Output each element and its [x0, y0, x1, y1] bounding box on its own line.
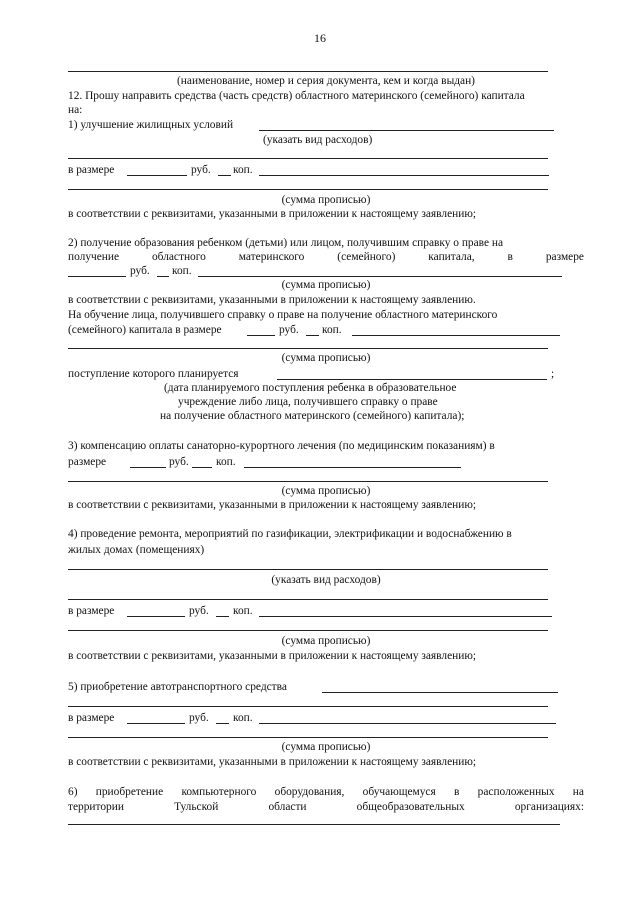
s6-word: компьютерного	[181, 786, 257, 798]
s2-requisites: в соответствии с реквизитами, указанными в приложении к настоящему заявлению.	[68, 294, 476, 306]
s4-expense-line[interactable]	[68, 599, 548, 600]
s2-sum-caption: (сумма прописью)	[281, 279, 371, 291]
s4-kop-label: коп.	[233, 605, 253, 617]
s5-vehicle-line[interactable]	[68, 706, 548, 707]
s6-word: обучающемуся	[362, 786, 436, 798]
s2-date-caption-3: на получение областного материнского (семейного) капитала);	[160, 410, 465, 422]
s2-kop-label: коп.	[172, 265, 192, 277]
s4-expense-field[interactable]	[68, 569, 548, 570]
s2-line1: 2) получение образования ребенком (детьми) или лицом, получившим справку о праве на	[68, 237, 504, 249]
s4-line2: жилых домах (помещениях)	[68, 544, 205, 556]
document-caption: (наименование, номер и серия документа, кем и когда выдан)	[177, 75, 475, 87]
s1-sum-field[interactable]	[259, 175, 549, 176]
s6-word: расположенных	[477, 786, 555, 798]
s3-kop-field[interactable]	[192, 467, 212, 468]
s4-requisites: в соответствии с реквизитами, указанными в приложении к настоящему заявлению;	[68, 650, 476, 662]
item12-line1: 12. Прошу направить средства (часть средств) областного материнского (семейного) капитала	[68, 90, 525, 102]
s5-kop-field[interactable]	[216, 723, 229, 724]
s6-line2	[68, 800, 584, 814]
s1-rub-label: руб.	[191, 164, 211, 176]
s4-sum-field[interactable]	[259, 616, 552, 617]
s6-word: области	[268, 801, 307, 813]
s6-field[interactable]	[68, 824, 560, 825]
s2-line-b1: (семейного) капитала в размере	[68, 324, 222, 336]
s2-b-kop-label: коп.	[322, 324, 342, 336]
s1-expense-line[interactable]	[68, 158, 548, 159]
s2-word: областного	[151, 251, 206, 263]
s2-b-kop-field[interactable]	[306, 335, 319, 336]
s2-word: получение	[68, 251, 120, 263]
s6-word: приобретение	[95, 786, 164, 798]
item12-line2: на:	[68, 104, 83, 116]
s6-word: общеобразовательных	[356, 801, 465, 813]
s5-label: 5) приобретение автотранспортного средства	[68, 681, 287, 693]
s3-sum-field[interactable]	[244, 467, 461, 468]
document-line	[68, 71, 548, 72]
s3-rub-label: руб.	[169, 456, 189, 468]
s2-line-a: На обучение лица, получившего справку о праве на получение областного материнского	[68, 309, 498, 321]
s4-expense-caption: (указать вид расходов)	[271, 574, 381, 586]
s6-word: на	[572, 786, 584, 798]
s2-kop-field[interactable]	[157, 276, 169, 277]
s4-amount-label: в размере	[68, 605, 115, 617]
s1-expense-field[interactable]	[259, 130, 554, 131]
s2-planned-label: поступление которого планируется	[68, 368, 239, 380]
s1-expense-caption: (указать вид расходов)	[263, 134, 373, 146]
s6-word: оборудования,	[274, 786, 345, 798]
s2-date-field[interactable]	[277, 379, 547, 380]
s4-rub-label: руб.	[189, 605, 209, 617]
s5-requisites: в соответствии с реквизитами, указанными в приложении к настоящему заявлению;	[68, 756, 476, 768]
s2-word: капитала,	[428, 251, 475, 263]
s2-date-caption-2: учреждение либо лица, получившего справку о праве	[178, 396, 438, 408]
s2-sum-field[interactable]	[198, 276, 562, 277]
s5-amount-label: в размере	[68, 712, 115, 724]
s2-rub-field[interactable]	[68, 276, 126, 277]
s2-word: в	[507, 251, 513, 263]
s5-sum-caption: (сумма прописью)	[281, 741, 371, 753]
s4-sum-caption: (сумма прописью)	[281, 635, 371, 647]
s3-rub-field[interactable]	[130, 467, 166, 468]
s2-date-caption-1: (дата планируемого поступления ребенка в образовательное	[164, 382, 457, 394]
s3-requisites: в соответствии с реквизитами, указанными в приложении к настоящему заявлению;	[68, 499, 476, 511]
s2-line2	[68, 250, 584, 264]
s1-kop-field[interactable]	[218, 175, 231, 176]
s2-b-rub-label: руб.	[279, 324, 299, 336]
s5-rub-label: руб.	[189, 712, 209, 724]
s5-vehicle-field[interactable]	[322, 692, 558, 693]
s6-word: в	[454, 786, 460, 798]
s4-kop-field[interactable]	[216, 616, 229, 617]
s3-sum-line[interactable]	[68, 481, 548, 482]
s4-sum-line[interactable]	[68, 630, 548, 631]
s5-sum-field[interactable]	[259, 723, 556, 724]
s2-planned-end: ;	[551, 368, 555, 380]
s2-b-rub-field[interactable]	[247, 335, 275, 336]
s1-rub-field[interactable]	[127, 175, 187, 176]
s3-amount-label: размере	[68, 456, 107, 468]
s5-kop-label: коп.	[233, 712, 253, 724]
s2-b-sum-field[interactable]	[352, 335, 560, 336]
s5-rub-field[interactable]	[127, 723, 185, 724]
s1-kop-label: коп.	[233, 164, 253, 176]
s1-sum-line[interactable]	[68, 189, 548, 190]
page-number: 16	[314, 31, 326, 45]
s6-word: организациях:	[514, 801, 584, 813]
s1-amount-label: в размере	[68, 164, 115, 176]
s2-word: (семейного)	[337, 251, 396, 263]
s5-sum-line[interactable]	[68, 737, 548, 738]
s2-b-sum-line[interactable]	[68, 348, 548, 349]
s4-line1: 4) проведение ремонта, мероприятий по газификации, электрификации и водоснабжению в	[68, 528, 512, 540]
s2-word: материнского	[238, 251, 305, 263]
s6-word: территории	[68, 801, 124, 813]
s2-rub-label: руб.	[130, 265, 150, 277]
s1-requisites: в соответствии с реквизитами, указанными в приложении к настоящему заявлению;	[68, 208, 476, 220]
s2-word: размере	[545, 251, 584, 263]
s6-word: Тульской	[174, 801, 219, 813]
s3-line1: 3) компенсацию оплаты санаторно-курортного лечения (по медицинским показаниям) в	[68, 440, 495, 452]
s1-label: 1) улучшение жилищных условий	[68, 119, 234, 131]
s2-sum-caption-2: (сумма прописью)	[281, 352, 371, 364]
s1-sum-caption: (сумма прописью)	[281, 194, 371, 206]
s6-line1	[68, 785, 584, 799]
s6-word: 6)	[68, 786, 78, 798]
s4-rub-field[interactable]	[127, 616, 185, 617]
s3-kop-label: коп.	[216, 456, 236, 468]
s3-sum-caption: (сумма прописью)	[281, 485, 371, 497]
